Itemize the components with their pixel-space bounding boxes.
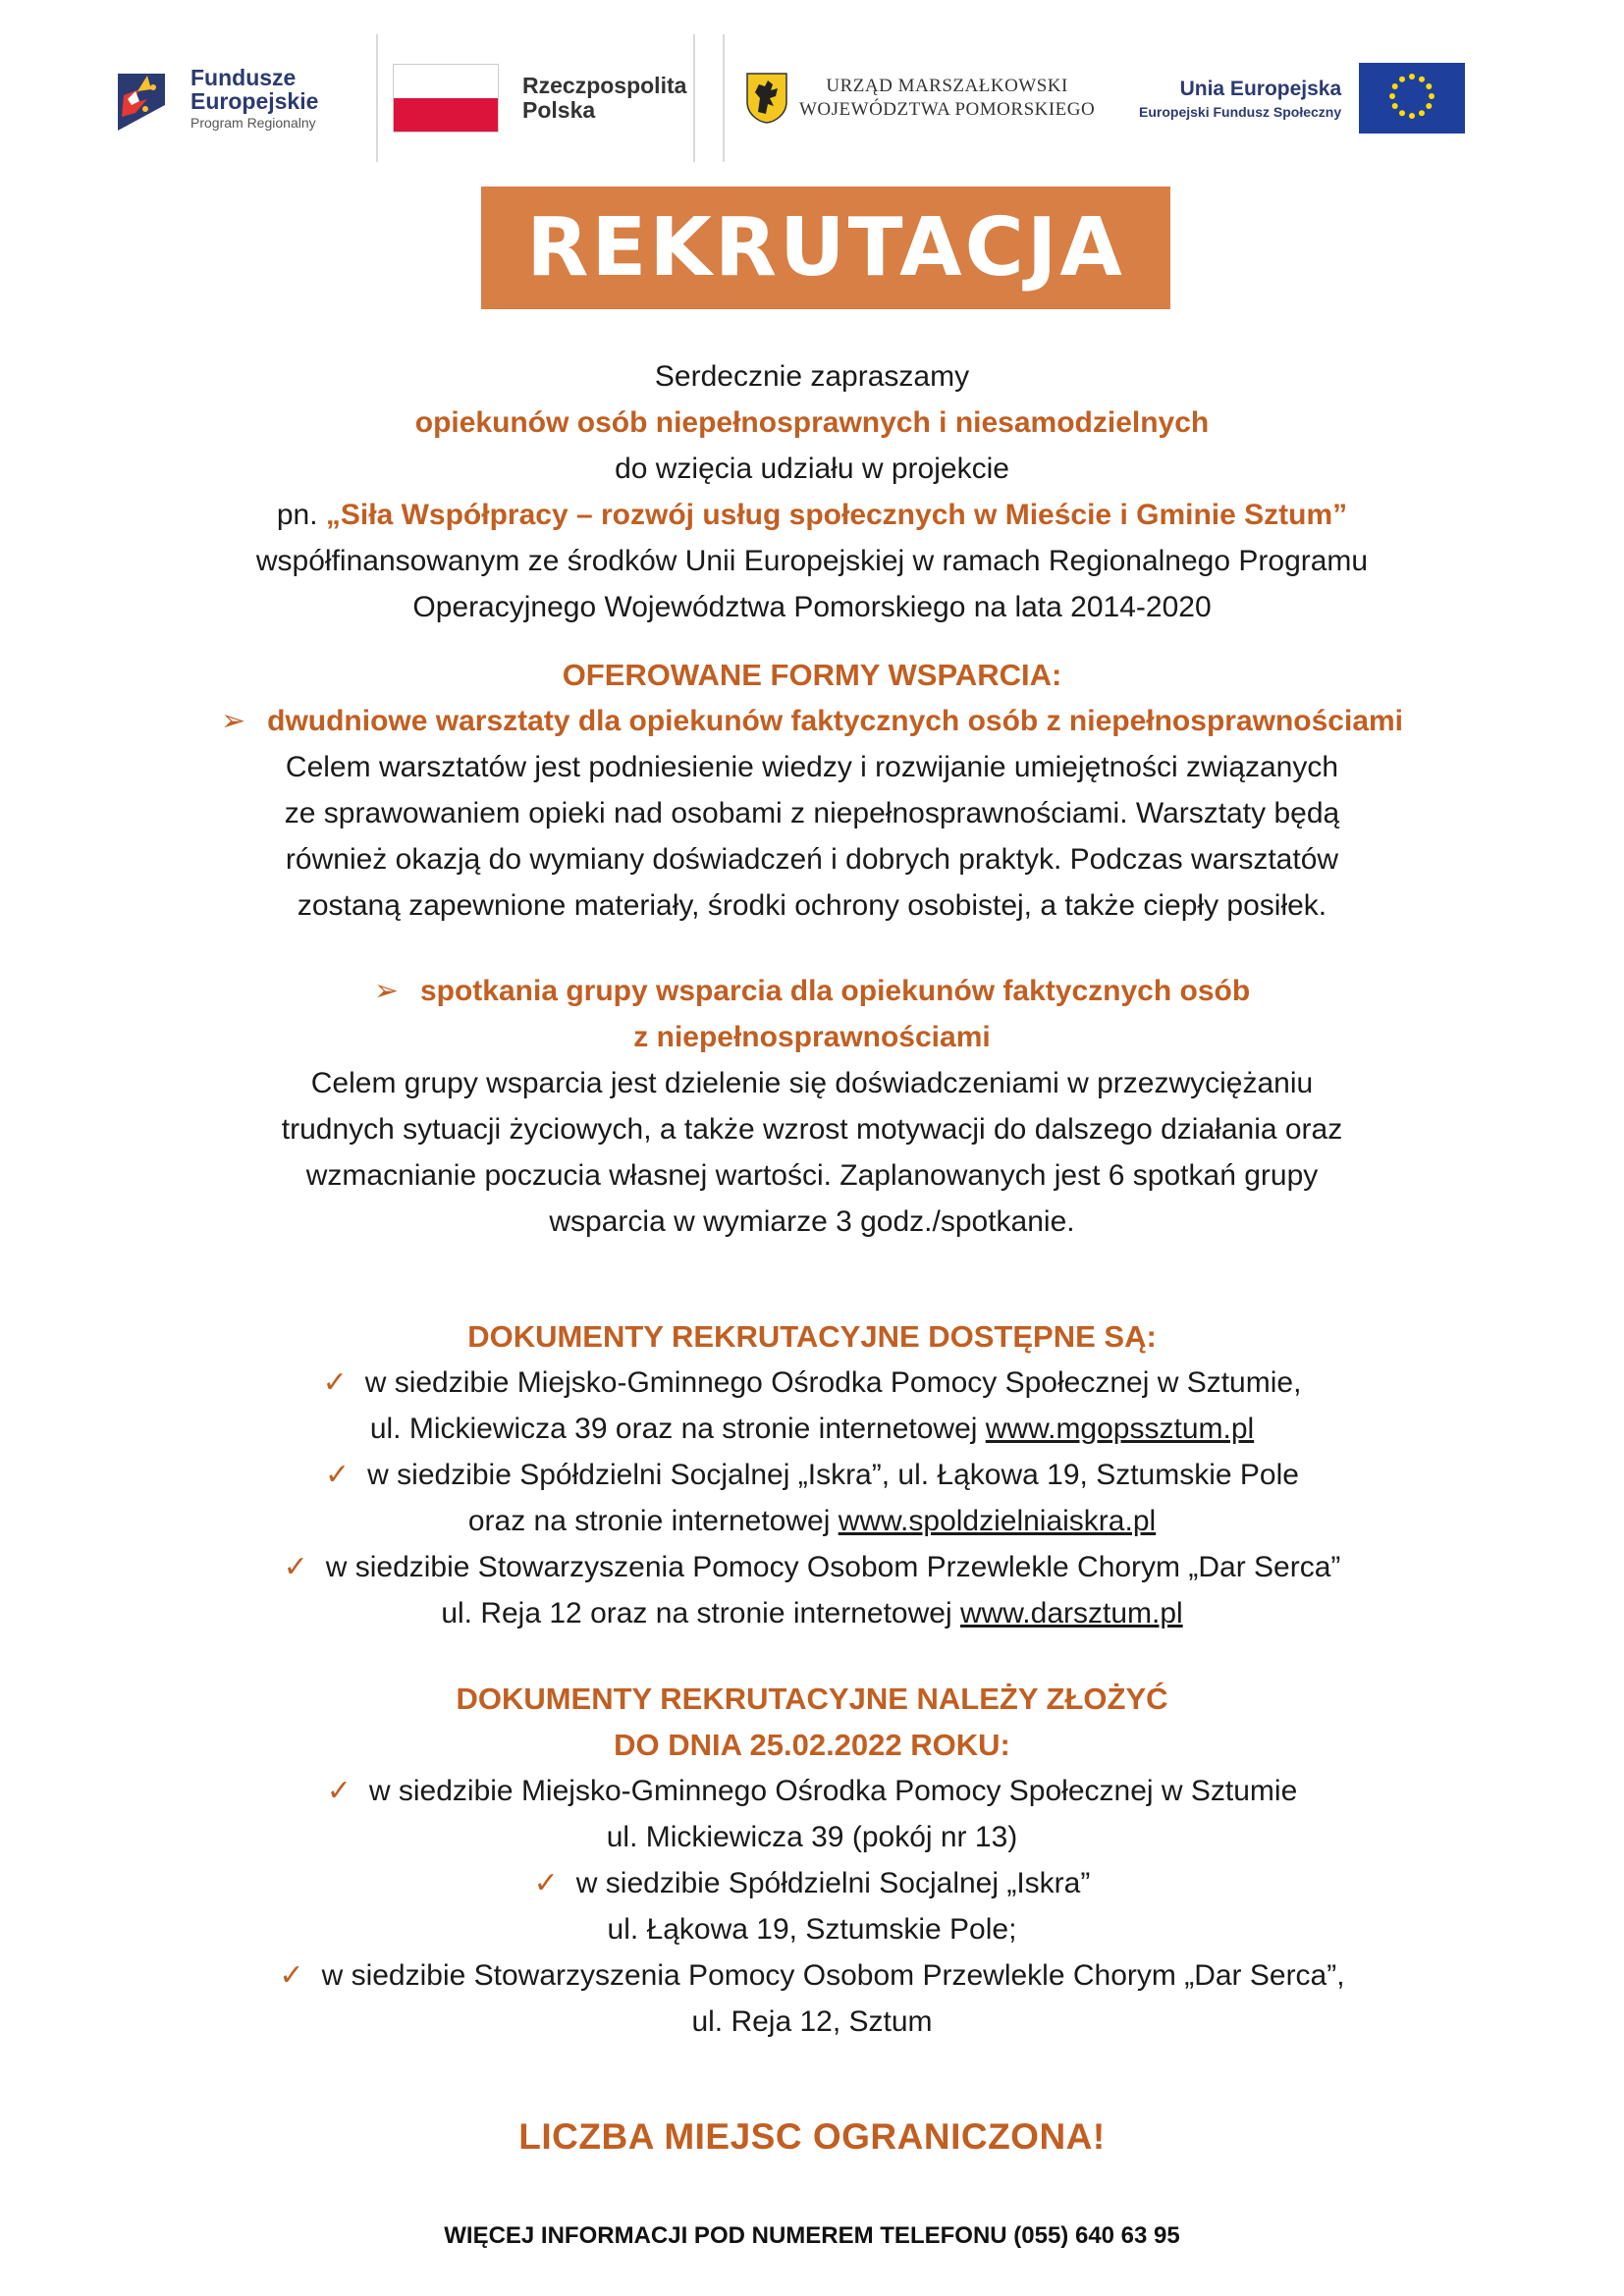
docs-available-item-3-cont [0,1590,1624,1636]
checkmark-icon: ✓ [533,1867,559,1899]
fe-line1: Fundusze [190,65,297,91]
support-heading: OFEROWANE FORMY WSPARCIA: [562,658,1062,692]
footer-contact: WIĘCEJ INFORMACJI POD NUMEREM TELEFONU (055) 640 63 95 [444,2222,1180,2249]
pomeranian-griffin-crest-icon [746,73,787,124]
intro-project-prefix: pn. [276,499,326,531]
docs-available-item-1-cont [0,1406,1624,1452]
docs-available-heading: DOKUMENTY REKRUTACYJNE DOSTĘPNE SĄ: [467,1319,1157,1354]
um-line2: WOJEWÓDZTWA POMORSKIEGO [799,99,1096,120]
link-spoldzielniaiskra[interactable]: www.spoldzielniaiskra.pl [838,1505,1157,1537]
docs-available-item-3-cont-text: ul. Reja 12 oraz na stronie internetowej [441,1597,960,1629]
urzad-marszalkowski-text [799,75,1095,122]
logo-divider [693,34,695,162]
fe-line2: Europejskie [190,88,319,115]
spacer [0,929,1624,968]
support-item-2-line: Celem grupy wsparcia jest dzielenie się doświadczeniami w przezwyciężaniu [310,1067,1314,1099]
fe-line3: Program Regionalny [190,115,316,132]
intro-line-6: Operacyjnego Województwa Pomorskiego na lata 2014-2020 [412,591,1212,623]
recruitment-banner: REKRUTACJA [481,187,1170,309]
docs-submit-item-1-cont: ul. Mickiewicza 39 (pokój nr 13) [606,1821,1018,1853]
spacer [0,1636,1624,1676]
rp-line2: Polska [522,97,596,123]
unia-europejska-text [1139,76,1341,120]
docs-submit-item-2 [0,1860,1624,1906]
intro-line-3: do wzięcia udziału w projekcie [615,453,1009,485]
ue-line2: Europejski Fundusz Społeczny [1139,103,1342,120]
document-content [0,353,1624,2160]
support-item-2-line: wsparcia w wymiarze 3 godz./spotkanie. [549,1205,1075,1238]
logo-fundusze-europejskie [118,29,318,167]
support-item-2-title-cont: z niepełnosprawnościami [633,1021,991,1053]
docs-submit-heading-1: DOKUMENTY REKRUTACYJNE NALEŻY ZŁOŻYĆ [456,1682,1168,1716]
support-item-2-line: wzmacnianie poczucia własnej wartości. Zaplanowanych jest 6 spotkań grupy [305,1159,1319,1192]
intro-line-5: współfinansowanym ze środków Unii Europejskiej w ramach Regionalnego Programu [255,545,1369,577]
docs-submit-item-3-cont: ul. Reja 12, Sztum [691,2005,933,2038]
docs-submit-item-3-text: w siedzibie Stowarzyszenia Pomocy Osobom Przewlekle Chorym „Dar Serca”, [321,1959,1345,1992]
support-item-1-line: zostaną zapewnione materiały, środki ochrony osobistej, a także ciepły posiłek. [297,889,1327,922]
logo-unia-europejska [1139,29,1465,167]
docs-available-item-1-text: w siedzibie Miejsko-Gminnego Ośrodka Pomocy Społecznej w Sztumie, [364,1366,1302,1399]
intro-target-group: opiekunów osób niepełnosprawnych i niesamodzielnych [414,406,1210,439]
um-line1: URZĄD MARSZAŁKOWSKI [826,76,1068,97]
logo-divider [376,34,378,162]
docs-available-item-2-cont-text: oraz na stronie internetowej [467,1505,839,1537]
header-logos [118,29,1522,167]
docs-available-item-1 [0,1360,1624,1406]
support-item-1-title [0,698,1624,744]
docs-submit-item-1 [0,1768,1624,1814]
docs-submit-item-3 [0,1952,1624,1999]
checkmark-icon: ✓ [322,1366,348,1399]
logo-rzeczpospolita-polska [393,29,686,167]
arrowhead-icon: ➢ [373,975,399,1007]
docs-available-item-3-text: w siedzibie Stowarzyszenia Pomocy Osobom Przewlekle Chorym „Dar Serca” [325,1551,1341,1583]
support-item-2-title [0,968,1624,1014]
docs-submit-item-2-text: w siedzibie Spółdzielni Socjalnej „Iskra” [575,1867,1091,1899]
spacer [0,1245,1624,1313]
ue-line1: Unia Europejska [1179,78,1342,101]
rp-line1: Rzeczpospolita [522,72,687,98]
support-item-1-line: również okazją do wymiany doświadczeń i dobrych praktyk. Podczas warsztatów [285,843,1339,876]
docs-available-item-3 [0,1544,1624,1590]
link-darsztum[interactable]: www.darsztum.pl [959,1597,1183,1629]
fundusze-europejskie-text [190,66,318,131]
docs-submit-heading-2: DO DNIA 25.02.2022 ROKU: [614,1728,1010,1762]
arrowhead-icon: ➢ [220,705,246,737]
checkmark-icon: ✓ [279,1959,304,1992]
support-item-1-title-text: dwudniowe warsztaty dla opiekunów faktycznych osób z niepełnosprawnościami [267,705,1404,737]
logo-urzad-marszalkowski [746,29,1095,167]
spacer [0,630,1624,652]
support-item-1-line: ze sprawowaniem opieki nad osobami z niepełnosprawnościami. Warsztaty będą [284,797,1340,829]
support-item-1-line: Celem warsztatów jest podniesienie wiedzy i rozwijanie umiejętności związanych [285,751,1339,783]
logo-divider [723,34,725,162]
eu-flag-icon [1359,63,1465,133]
spacer [0,2045,1624,2113]
support-item-2-line: trudnych sytuacji życiowych, a także wzrost motywacji do dalszego działania oraz [281,1113,1343,1146]
docs-available-item-2 [0,1452,1624,1498]
intro-project-line [0,492,1624,538]
docs-available-item-2-text: w siedzibie Spółdzielni Socjalnej „Iskra”, ul. Łąkowa 19, Sztumskie Pole [367,1459,1299,1491]
intro-project-title: „Siła Współpracy – rozwój usług społecznych w Mieście i Gminie Sztum” [325,499,1348,531]
checkmark-icon: ✓ [326,1775,352,1807]
support-item-2-title-text: spotkania grupy wsparcia dla opiekunów faktycznych osób [419,975,1251,1007]
docs-submit-item-2-cont: ul. Łąkowa 19, Sztumskie Pole; [607,1913,1017,1946]
checkmark-icon: ✓ [283,1551,308,1583]
fundusze-europejskie-icon [118,66,177,131]
limited-places-notice: LICZBA MIEJSC OGRANICZONA! [518,2116,1106,2157]
docs-submit-item-1-text: w siedzibie Miejsko-Gminnego Ośrodka Pomocy Społecznej w Sztumie [368,1775,1298,1807]
docs-available-item-1-cont-text: ul. Mickiewicza 39 oraz na stronie internetowej [369,1413,986,1445]
checkmark-icon: ✓ [325,1459,351,1491]
polish-flag-icon [393,64,499,133]
rzeczpospolita-polska-text [522,74,686,124]
link-mgopssztum[interactable]: www.mgopssztum.pl [985,1413,1255,1445]
intro-line-1: Serdecznie zapraszamy [654,360,970,393]
docs-available-item-2-cont [0,1498,1624,1544]
